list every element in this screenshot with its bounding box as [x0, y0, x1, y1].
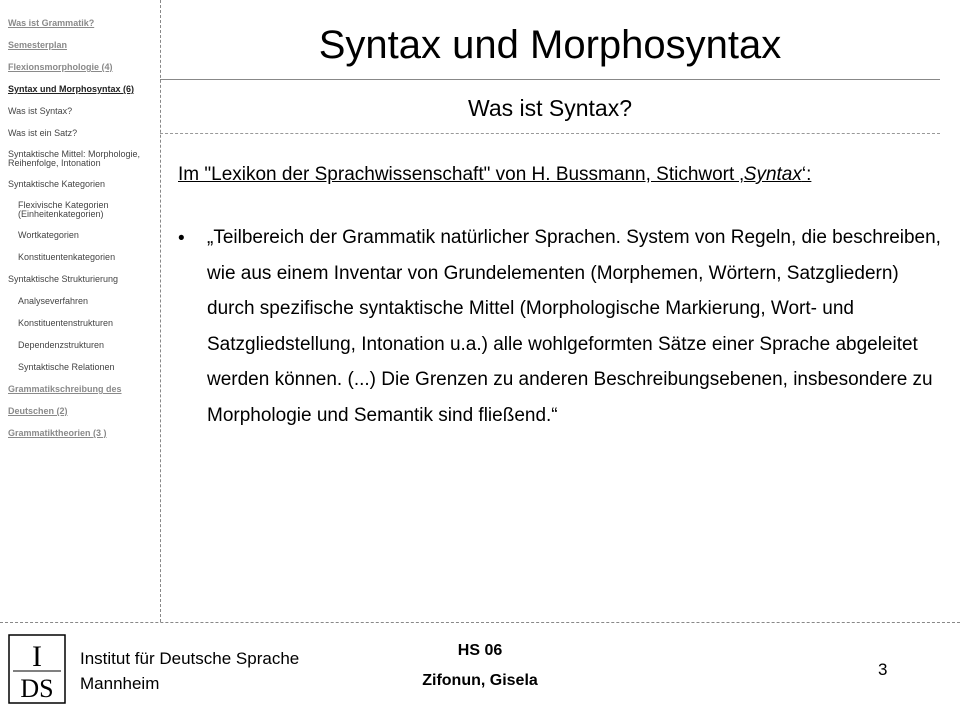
sidebar-item-9[interactable]: Wortkategorien — [18, 230, 79, 240]
sidebar-item-14[interactable]: Dependenzstrukturen — [18, 340, 105, 350]
institute-line1: Institut für Deutsche Sprache — [80, 649, 300, 668]
footer-divider — [0, 622, 960, 623]
sidebar-item-12[interactable]: Analyseverfahren — [18, 296, 89, 306]
sidebar-item-2[interactable]: Flexionsmorphologie (4) — [8, 62, 113, 72]
bullet-marker: • — [178, 228, 185, 249]
subtitle-divider — [160, 133, 940, 134]
slide-title: Syntax und Morphosyntax — [318, 23, 782, 67]
sidebar-item-7[interactable]: Syntaktische Kategorien — [8, 179, 106, 189]
course-code: HS 06 — [457, 642, 503, 659]
slide-subtitle: Was ist Syntax? — [467, 95, 633, 121]
sidebar-item-4[interactable]: Was ist Syntax? — [8, 106, 73, 116]
sidebar-item-17[interactable]: Deutschen (2) — [8, 406, 68, 416]
sidebar-item-5[interactable]: Was ist ein Satz? — [8, 128, 78, 138]
source-suffix: ‘: — [801, 164, 812, 185]
course-info — [400, 636, 560, 696]
logo-letters-bottom: DS — [20, 674, 54, 703]
sidebar-item-6[interactable]: Syntaktische Mittel: Morphologie, Reihenfolge, Intonation — [8, 149, 141, 168]
source-keyword: Syntax — [743, 164, 802, 185]
source-prefix: Im "Lexikon der Sprachwissenschaft" von H. Bussmann, Stichwort ‚ — [178, 164, 744, 185]
page-number: 3 — [878, 660, 888, 679]
ids-logo — [8, 634, 66, 704]
institute-name — [80, 646, 299, 696]
institute-line2: Mannheim — [80, 674, 160, 693]
sidebar-item-16[interactable]: Grammatikschreibung des — [8, 384, 122, 394]
sidebar-item-1[interactable]: Semesterplan — [8, 40, 68, 50]
sidebar-item-0[interactable]: Was ist Grammatik? — [8, 18, 95, 28]
sidebar-item-11[interactable]: Syntaktische Strukturierung — [8, 274, 119, 284]
logo-letter-top: I — [32, 640, 42, 673]
course-authors: Zifonun, Gisela — [422, 672, 538, 689]
title-divider — [160, 79, 940, 80]
sidebar-item-8[interactable]: Flexivische Kategorien (Einheitenkategorien) — [18, 200, 109, 219]
sidebar-item-15[interactable]: Syntaktische Relationen — [18, 362, 115, 372]
sidebar-item-18[interactable]: Grammatiktheorien (3 ) — [8, 428, 107, 438]
sidebar-nav — [8, 18, 158, 450]
sidebar-item-13[interactable]: Konstituentenstrukturen — [18, 318, 114, 328]
sidebar-item-10[interactable]: Konstituentenkategorien — [18, 252, 116, 262]
definition-quote: „Teilbereich der Grammatik natürlicher Sprachen. System von Regeln, die beschreiben, wie aus einem Inventar von Grundelementen (Morphemen, Wörtern, Satzgliedern) durch spezifische syntaktische Mittel (Morphologische Markierung, Wort- und Satzgliedstellung, Intonation u.a.) alle wohlgeformten Sätze einer Sprache abgeleitet werden können. (...) Die Grenzen zu anderen Beschreibungsebenen, insbesondere zu Morphologie und Semantik sind fließend.“ — [207, 227, 941, 426]
source-citation — [178, 162, 811, 188]
sidebar-item-3[interactable]: Syntax und Morphosyntax (6) — [8, 84, 135, 94]
